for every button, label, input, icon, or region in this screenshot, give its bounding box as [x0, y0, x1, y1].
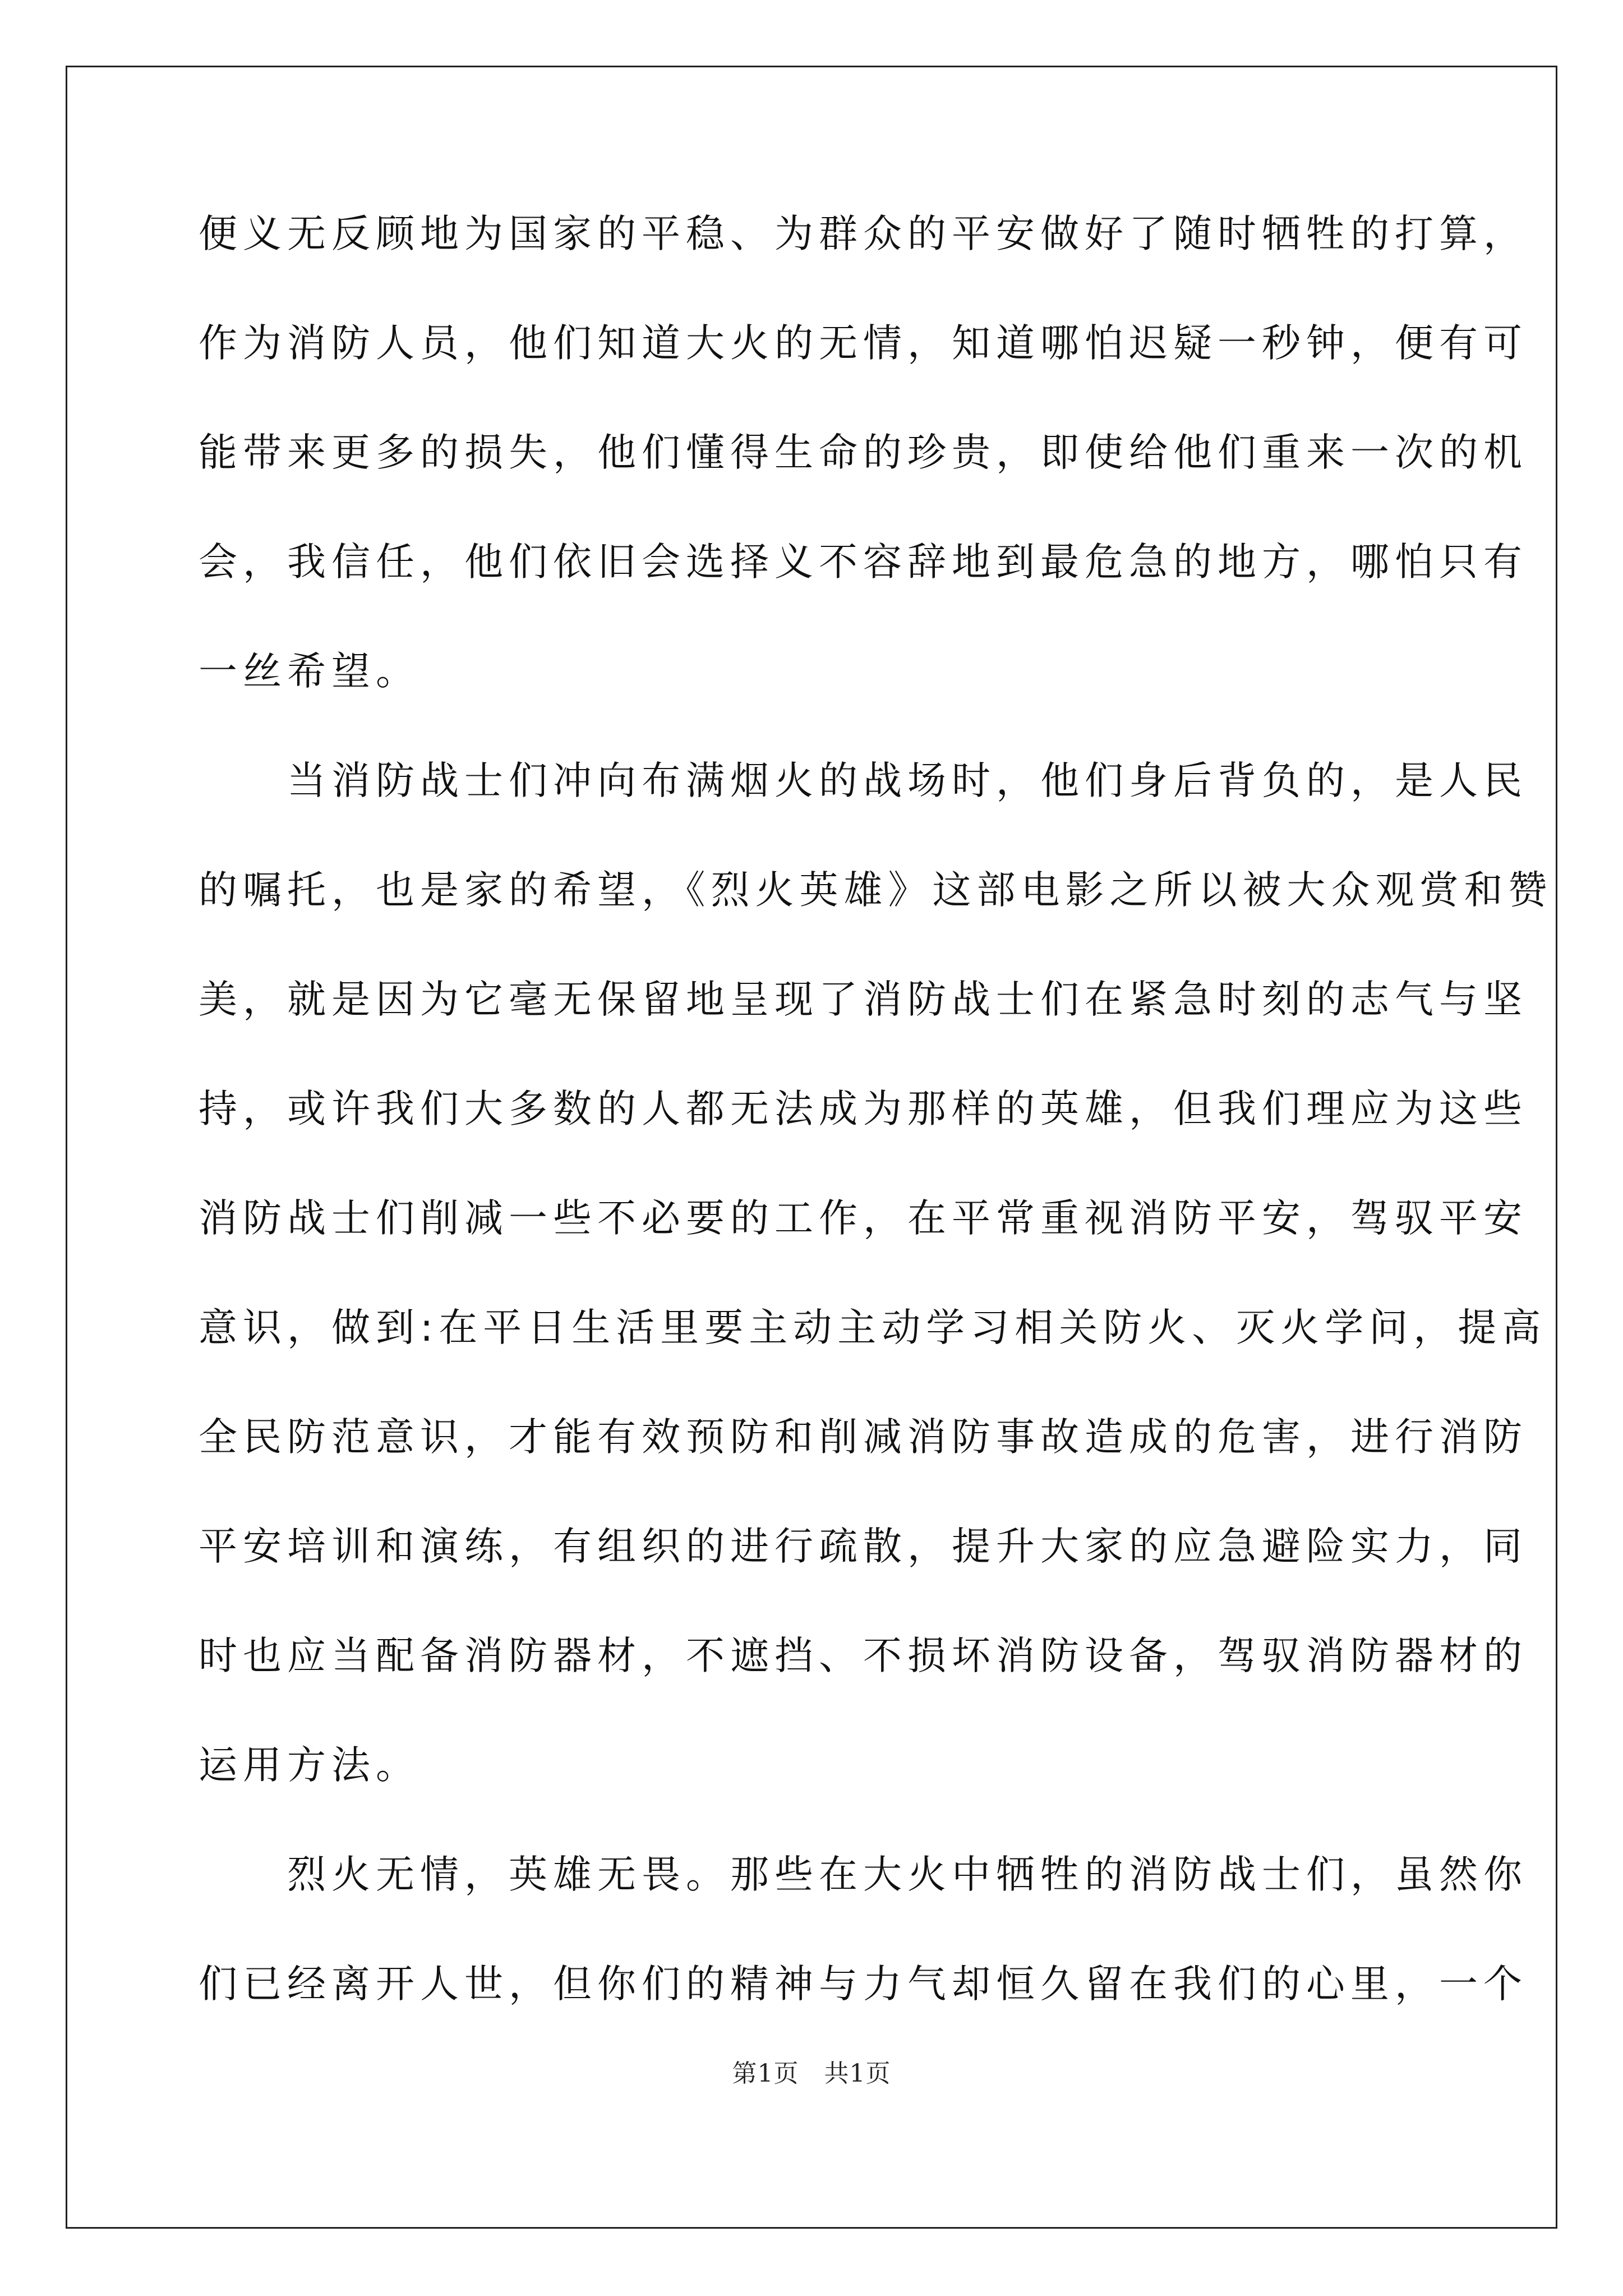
text-line: 便义无反顾地为国家的平稳、为群众的平安做好了随时牺牲的打算， [199, 211, 1528, 256]
text-line: 会，我信任，他们依旧会选择义不容辞地到最危急的地方，哪怕只有 [199, 540, 1528, 585]
text-line: 的嘱托，也是家的希望，《烈火英雄》这部电影之所以被大众观赏和赞 [199, 868, 1553, 913]
text-line: 全民防范意识，才能有效预防和削减消防事故造成的危害，进行消防 [199, 1415, 1528, 1460]
text-line: 们已经离开人世，但你们的精神与力气却恒久留在我们的心里，一个 [199, 1962, 1528, 2007]
page-border [66, 66, 1557, 2229]
text-line: 时也应当配备消防器材，不遮挡、不损坏消防设备，驾驭消防器材的 [199, 1634, 1528, 1678]
text-line: 运用方法。 [199, 1743, 420, 1788]
text-line: 作为消防人员，他们知道大火的无情，知道哪怕迟疑一秒钟，便有可 [199, 321, 1528, 366]
text-line: 能带来更多的损失，他们懂得生命的珍贵，即使给他们重来一次的机 [199, 430, 1528, 475]
text-line: 烈火无情，英雄无畏。那些在大火中牺牲的消防战士们，虽然你 [199, 1852, 1528, 1897]
text-line: 当消防战士们冲向布满烟火的战场时，他们身后背负的，是人民 [199, 758, 1528, 803]
page-footer: 第1页 共1页 [732, 2059, 891, 2088]
text-line: 美，就是因为它毫无保留地呈现了消防战士们在紧急时刻的志气与坚 [199, 977, 1528, 1022]
text-line: 持，或许我们大多数的人都无法成为那样的英雄，但我们理应为这些 [199, 1087, 1528, 1131]
text-line: 意识，做到:在平日生活里要主动主动学习相关防火、灭火学问，提高 [199, 1305, 1547, 1350]
text-line: 平安培训和演练，有组织的进行疏散，提升大家的应急避险实力，同 [199, 1524, 1528, 1569]
text-line: 消防战士们削减一些不必要的工作，在平常重视消防平安，驾驭平安 [199, 1196, 1528, 1241]
text-line: 一丝希望。 [199, 649, 420, 694]
